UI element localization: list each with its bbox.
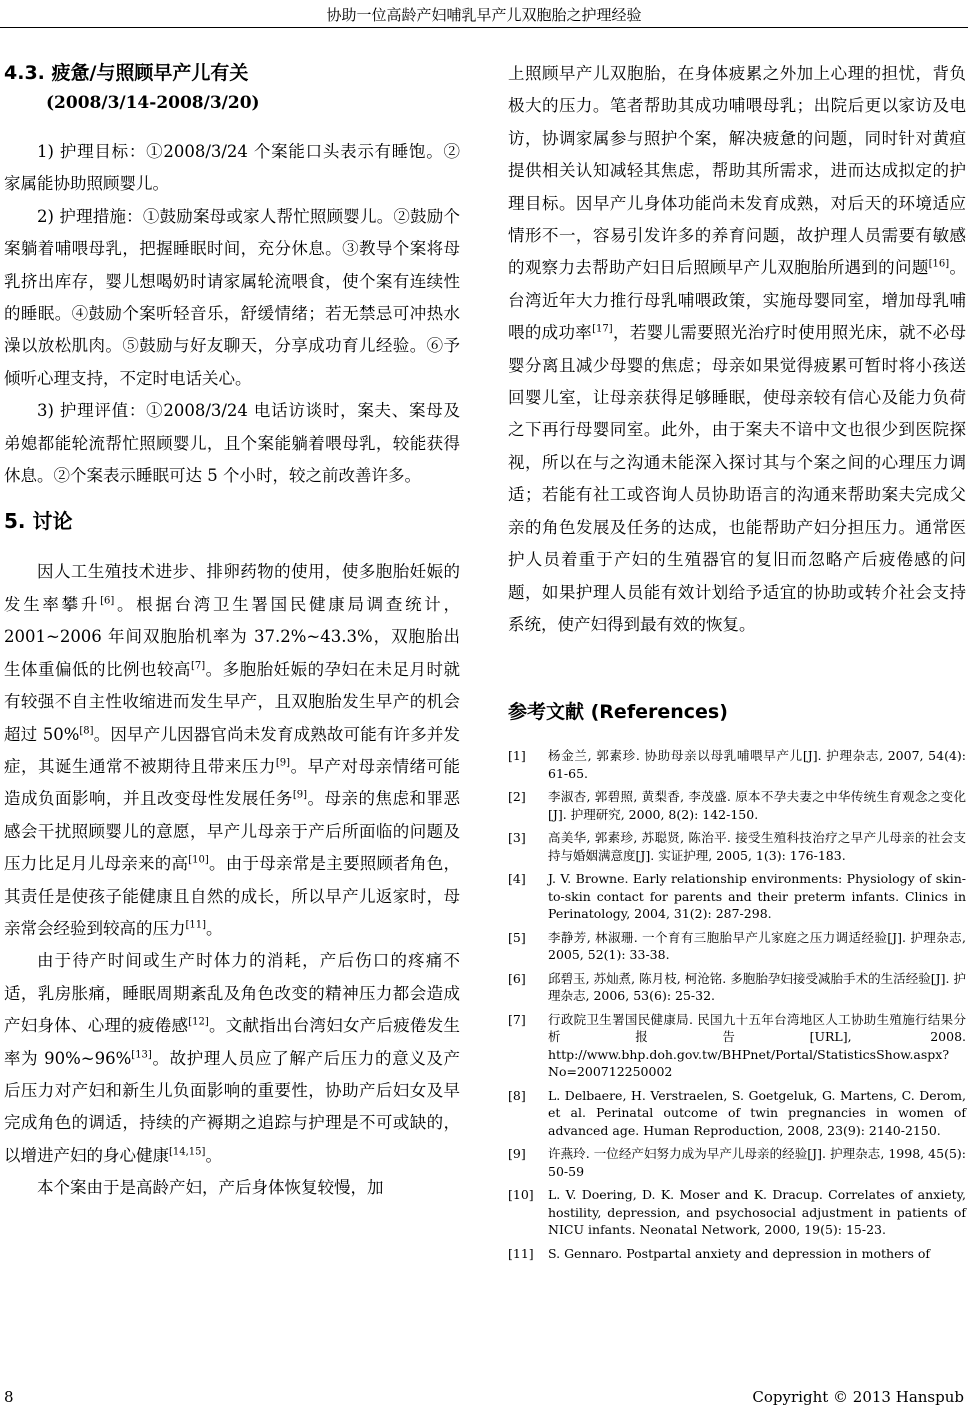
reference-number: [3] [508,830,526,846]
citation[interactable]: [6] [100,595,115,607]
discussion-paragraph-3: 本个案由于是高龄产妇，产后身体恢复较慢，加 [37,1178,384,1198]
reference-number: [10] [508,1187,534,1203]
reference-number: [8] [508,1087,526,1103]
citation[interactable]: [8] [79,725,94,736]
nursing-evaluation-paragraph: 3) 护理评值：①2008/3/24 电话访谈时，案夫、案母及弟媳都能轮流帮忙照顾婴儿，且个案能躺着喂母乳，较能获得休息。②个案表示睡眠可达 5 个小时，较之前改善许多。 [4,401,460,486]
reference-item [508,1245,966,1263]
discussion-paragraph-2: 由于待产时间或生产时体力的消耗，产后伤口的疼痛不适，乳房胀痛，睡眠周期紊乱及角色改变的精神压力都会造成产妇身体、心理的疲倦感[12]。文献指出台湾妇女产后疲倦发生率为 90%~96%[13]。故护理人员应了解产后压力的意义及产后压力对产妇和新生儿负面影响的重要性，协助产后妇女及早完成角色的调适，持续的产褥期之追踪与护理是不可或缺的，以增进产妇的身心健康[14,15]。 [4,951,461,1165]
reference-list [508,747,966,1262]
citation[interactable]: [11] [185,919,207,931]
reference-text: 李静芳, 林淑珊. 一个育有三胞胎早产儿家庭之压力调适经验[J]. 护理杂志, 2005, 52(1): 33-38. [548,929,966,963]
citation[interactable]: [14,15] [169,1146,206,1158]
reference-number: [9] [508,1146,526,1162]
citation[interactable]: [10] [188,854,209,866]
reference-text: L. V. Doering, D. K. Moser and K. Dracup. Correlates of anxiety, hostility, depression, and psychosocial adjustment in patients of NICU infants. Neonatal Network, 2000, 19(5): 15-23. [548,1187,966,1238]
reference-text: 李淑杏, 郭碧照, 黄梨香, 李茂盛. 原本不孕夫妻之中华传统生育观念之变化[J]. 护理研究, 2000, 8(2): 142-150. [548,789,966,822]
nursing-goal-paragraph: 1) 护理目标：①2008/3/24 个案能口头表示有睡饱。②家属能协助照顾婴儿。 [4,142,460,194]
header-rule [0,27,968,28]
reference-item [508,1087,966,1140]
reference-text: 行政院卫生署国民健康局. 民国九十五年台湾地区人工协助生殖施行结果分析报告[URL], 2008. http://www.bhp.doh.gov.tw/BHPnet/Portal/StatisticsShow.aspx?No=200712250002 [548,1011,966,1080]
reference-item [508,829,966,864]
reference-number: [5] [508,929,526,945]
citation[interactable]: [7] [190,660,206,672]
page-number: 8 [4,1388,14,1406]
reference-number: [7] [508,1011,526,1027]
reference-item [508,929,966,964]
left-column [4,58,460,1205]
reference-number: [11] [508,1245,534,1261]
reference-text: 邱碧玉, 苏灿煮, 陈月枝, 柯沧铭. 多胞胎孕妇接受减胎手术的生活经验[J]. 护理杂志, 2006, 53(6): 25-32. [548,970,966,1004]
citation[interactable]: [16] [928,258,950,270]
reference-item [508,1011,966,1081]
reference-number: [2] [508,789,526,805]
reference-text: J. V. Browne. Early relationship environments: Physiology of skin-to-skin contact for parents and their preterm infants. Clinics in Perinatology, 2004, 31(2): 287-298. [548,871,966,922]
reference-text: S. Gennaro. Postpartal anxiety and depression in mothers of [548,1245,930,1261]
section-4-3-dates: (2008/3/14-2008/3/20) [46,93,260,113]
reference-item [508,970,966,1005]
reference-item [508,788,966,823]
reference-text: 杨金兰, 郭素珍. 协助母亲以母乳哺喂早产儿[J]. 护理杂志, 2007, 54(4): 61-65. [548,748,966,781]
reference-text: L. Delbaere, H. Verstraelen, S. Goetgeluk, G. Martens, C. Derom, et al. Perinatal outcome of twin pregnancies in women of advanced age. Human Reproduction, 2008, 23(9): 2140-2150. [548,1087,966,1138]
right-column [508,58,966,1268]
reference-text: 高美华, 郭素珍, 苏聪贤, 陈治平. 接受生殖科技治疗之早产儿母亲的社会支持与婚姻满意度[J]. 实证护理, 2005, 1(3): 176-183. [548,830,966,863]
reference-item [508,870,966,923]
citation[interactable]: [12] [188,1016,209,1028]
reference-number: [1] [508,748,526,764]
discussion-continuation: 上照顾早产儿双胞胎，在身体疲累之外加上心理的担忧，背负极大的压力。笔者帮助其成功哺喂母乳；出院后更以家访及电访，协调家属参与照护个案，解决疲惫的问题，同时针对黄疸提供相关认知减轻其焦虑，帮助其所需求，进而达成拟定的护理目标。因早产儿身体功能尚未发育成熟，对后天的环境适应情形不一，容易引发许多的养育问题，故护理人员需要有敏感的观察力去帮助产妇日后照顾早产儿双胞胎所遇到的问题[16]。台湾近年大力推行母乳哺喂政策，实施母婴同室，增加母乳哺喂的成功率[17]，若婴儿需要照光治疗时使用照光床，就不必母婴分离且减少母婴的焦虑；母亲如果觉得疲累可暂时将小孩送回婴儿室，让母亲获得足够睡眠，使母亲较有信心及能力负荷之下再行母婴同室。此外，由于案夫不谙中文也很少到医院探视，所以在与之沟通未能深入探讨其与个案之间的心理压力调适；若能有社工或咨询人员协助语言的沟通来帮助案夫完成父亲的角色发展及任务的达成，也能帮助产妇分担压力。通常医护人员着重于产妇的生殖器官的复旧而忽略产后疲倦感的问题，如果护理人员能有效计划给予适宜的协助或转介社会支持系统，使产妇得到最有效的恢复。 [508,64,967,634]
reference-number: [4] [508,871,526,887]
nursing-measures-paragraph: 2) 护理措施：①鼓励案母或家人帮忙照顾婴儿。②鼓励个案躺着哺喂母乳，把握睡眠时间，充分休息。③教导个案将母乳挤出库存，婴儿想喝奶时请家属轮流喂食，使个案有连续性的睡眠。④鼓励个案听轻音乐，舒缓情绪；若无禁忌可冲热水澡以放松肌肉。⑤鼓励与好友聊天，分享成功育儿经验。⑥予倾听心理支持，不定时电话关心。 [4,206,460,388]
reference-item [508,747,966,782]
discussion-paragraph-1: 因人工生殖技术进步、排卵药物的使用，使多胞胎妊娠的发生率攀升[6]。根据台湾卫生署国民健康局调查统计，2001~2006 年间双胞胎机率为 37.2%~43.3%，双胞胎出生体重偏低的比例也较高[7]。多胞胎妊娠的孕妇在未足月时就有较强不自主性收缩进而发生早产，且双胞胎发生早产的机会超过 50%[8]。因早产儿因器官尚未发育成熟故可能有许多并发症，其诞生通常不被期待且带来压力[9]。早产对母亲情绪可能造成负面影响，并且改变母性发展任务[9]。母亲的焦虑和罪恶感会干扰照顾婴儿的意愿，早产儿母亲于产后所面临的问题及压力比足月儿母亲来的高[10]。由于母亲常是主要照顾者角色，其责任是使孩子能健康且自然的成长，所以早产儿返家时，母亲常会经验到较高的压力[11]。 [4,562,461,938]
citation[interactable]: [9] [275,757,291,769]
citation[interactable]: [17] [592,323,613,335]
reference-item [508,1145,966,1180]
reference-number: [6] [508,970,526,986]
running-header: 协助一位高龄产妇哺乳早产儿双胞胎之护理经验 [326,6,642,24]
copyright-notice: Copyright © 2013 Hanspub [752,1388,964,1406]
citation[interactable]: [9] [292,789,308,801]
section-4-3-title: 4.3. 疲惫/与照顾早产儿有关 [4,62,249,84]
reference-text: 许燕玲. 一位经产妇努力成为早产儿母亲的经验[J]. 护理杂志, 1998, 45(5): 50-59 [548,1146,966,1179]
references-title: 参考文献 (References) [508,701,728,724]
section-5-title: 5. 讨论 [4,509,73,534]
citation[interactable]: [13] [131,1049,152,1061]
reference-item [508,1186,966,1239]
